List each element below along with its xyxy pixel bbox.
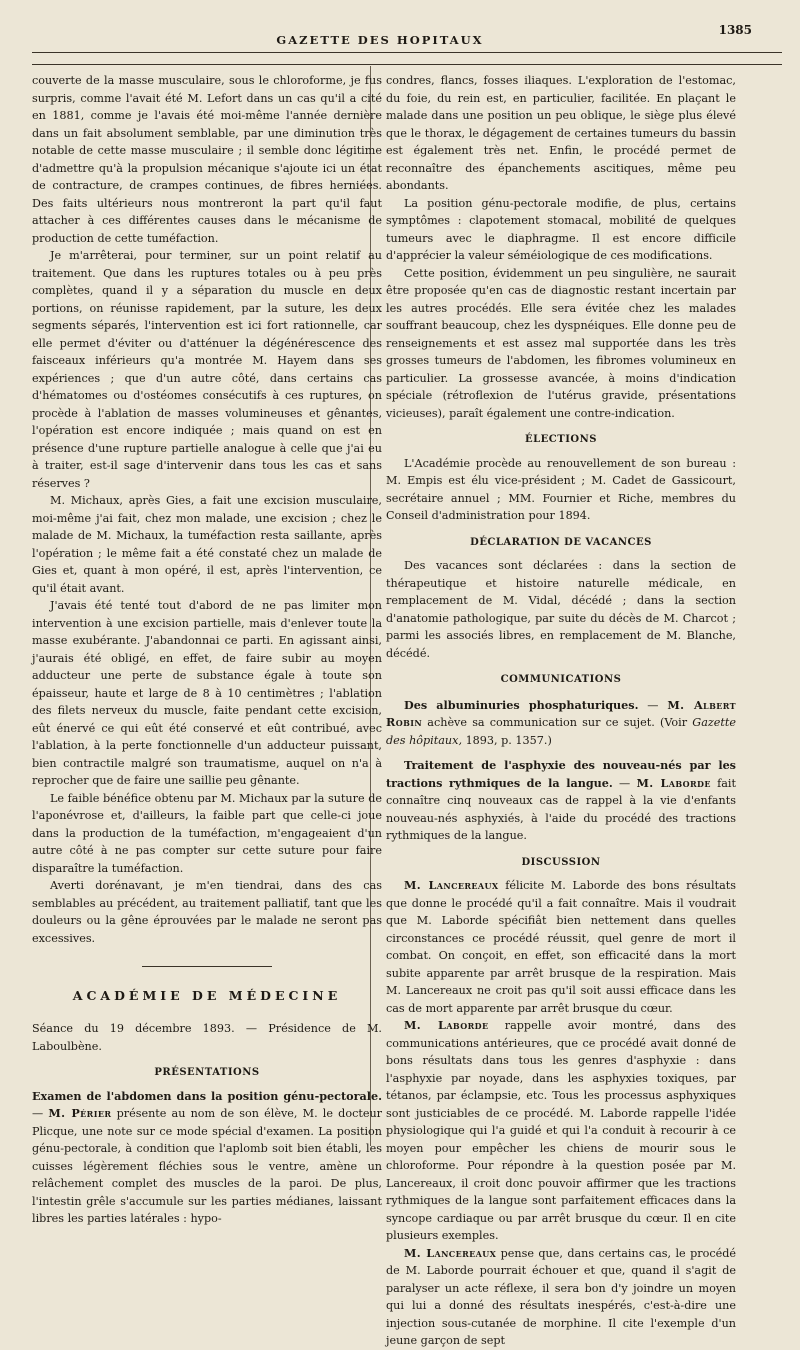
paragraph: La position génu-pectorale modifie, de plus, certains symptômes : clapotement stomacal, mobilité de quelques tumeurs avec le diaphragme. Il est encore difficile d'apprécier la valeur séméiologique de ces modifications. bbox=[386, 196, 736, 262]
communication-title: Traitement de l'asphyxie des nouveau-nés par les tractions rythmiques de la langue. bbox=[386, 758, 736, 790]
exam-text: présente au nom de son élève, M. le docteur Plicque, une note sur ce mode spécial d'examen. La position génu-pectorale, à condition que l'aplomb soit bien établi, les cuisses légèrement fléchies sous le ventre, amène un relâchement complet des muscles de la paroi. De plus, l'intestin grêle s'accumule sur les parties médianes, laissant libres les parties latérales : hypo- bbox=[32, 1107, 382, 1225]
section-title-academie: ACADÉMIE DE MÉDECINE bbox=[72, 987, 342, 1003]
exam-paragraph: Examen de l'abdomen dans la position génu-pectorale. — M. Périer présente au nom de son élève, M. le docteur Plicque, une note sur ce mode spécial d'examen. La position génu-pectorale, à condition que l'aplomb soit bien établi, les cuisses légèrement fléchies sous le ventre, amène un relâchement complet des muscles de la paroi. De plus, l'intestin grêle s'accumule sur les parties médianes, laissant libres les parties latérales : hypo- bbox=[32, 1088, 382, 1225]
paragraph: couverte de la masse musculaire, sous le chloroforme, je fus surpris, comme l'avait été M. Lefort dans un cas qu'il a cité en 1881, comme je l'avais été moi-même l'année dernière dans un fait absolument semblable, par une diminution très notable de cette masse musculaire ; il semble donc légitime d'admettre qu'à la propulsion mécanique s'ajoute ici un état de contracture, de crampes continues, de fibres herniées. Des faits ultérieurs nous montreront la part qu'il faut attacher à ces différentes causes dans le mécanisme de production de cette tuméfaction. bbox=[32, 74, 382, 245]
communication-text: fait connaître cinq nouveaux cas de rappel à la vie d'enfants nouveau-nés asphyxiés, à l'aide du procédé des tractions rythmiques de la langue. bbox=[386, 776, 737, 842]
header-rule-bottom bbox=[32, 64, 782, 65]
discussion-paragraph bbox=[386, 877, 736, 1017]
right-column bbox=[386, 72, 736, 1350]
reference-page: 1893, p. 1357.) bbox=[465, 733, 552, 747]
speaker-name: M. Lancereaux bbox=[404, 878, 499, 892]
exam-title: Examen de l'abdomen dans la position génu-pectorale. bbox=[32, 1088, 382, 1103]
paragraph: J'avais été tenté tout d'abord de ne pas limiter mon intervention à une excision partielle, mais d'enlever toute la masse exubérante. J'abandonnai ce parti. En agissant ainsi, j'aurais été obligé, en effet, de faire subir au moyen adducteur une perte de substance égale à toute son épaisseur, haute et large de 8 à 10 centimètres ; l'ablation des filets nerveux du muscle, faite pendant cette excision, eût énervé ce qui eût été conservé et eût contribué, avec l'ablation, à la perte fonctionnelle d'un adducteur puissant, bien contractile malgré son traumatisme, auquel on n'a à reprocher que de faire une saillie peu gênante. bbox=[32, 599, 382, 787]
journal-reference: Gazette des hôpitaux, bbox=[386, 716, 736, 747]
heading-communications: COMMUNICATIONS bbox=[500, 674, 622, 685]
discussion-paragraph bbox=[386, 1245, 736, 1350]
heading-presentations: PRÉSENTATIONS bbox=[154, 1067, 260, 1078]
discussion-text: rappelle avoir montré, dans des communications antérieures, que ce procédé avait donné de bons résultats dans tous les genres d'asphyxie : dans l'asphyxie par noyade, dans les asphyxies toxiques, par tétanos, par éclampsie, etc. Tous les processus asphyxiques sont justiciables de ce procédé. M. Laborde rappelle l'idée physiologique qui l'a guidé et qui l'a conduit à recourir à ce moyen pour empêcher les chiens de mourir sous le chloroforme. Pour répondre à la question posée par M. Lancereaux, il croit donc pouvoir affirmer que les tractions rythmiques de la langue sont parfaitement efficaces dans la syncope cardiaque ou par arrêt brusque du cœur. Il en cite plusieurs exemples. bbox=[386, 1019, 736, 1242]
discussion-text: félicite M. Laborde des bons résultats que donne le procédé qu'il a fait connaître. Mais il voudrait que M. Laborde spécifiât bien nettement dans quelles circonstances ce procédé réussit, quel genre de mort il combat. On conçoit, en effet, son efficacité dans la mort subite apparente par arrêt brusque de la respiration. Mais M. Lancereaux ne croit pas qu'il soit aussi efficace dans les cas de mort apparente par arrêt brusque du cœur. bbox=[386, 879, 736, 1015]
communication-1: Des albuminuries phosphaturiques. — M. Albert Robin achève sa communication sur ce sujet. (Voir Gazette des hôpitaux, 1893, p. 1357.) bbox=[386, 697, 736, 747]
paragraph: condres, flancs, fosses iliaques. L'exploration de l'estomac, du foie, du rein est, en particulier, facilitée. En plaçant le malade dans une position un peu oblique, le siège plus élevé que le thorax, le dégagement de certaines tumeurs du bassin est également très net. Enfin, le procédé permet de reconnaître des épanchements ascitiques, même peu abondants. bbox=[386, 74, 736, 192]
speaker-name: M. Périer bbox=[48, 1106, 112, 1120]
heading-vacances: DÉCLARATION DE VACANCES bbox=[470, 536, 652, 548]
communication-2: Traitement de l'asphyxie des nouveau-nés par les tractions rythmiques de la langue. — M. Laborde fait connaître cinq nouveaux cas de rappel à la vie d'enfants nouveau-nés asphyxiés, à l'aide du procédé des tractions rythmiques de la langue. bbox=[386, 758, 737, 842]
speaker-name: M. Laborde bbox=[404, 1018, 489, 1032]
paragraph: Des vacances sont déclarées : dans la section de thérapeutique et histoire naturelle médicale, en remplacement de M. Vidal, décédé ; dans la section d'anatomie pathologique, par suite du décès de M. Charcot ; parmi les associés libres, en remplacement de M. Blanche, décédé. bbox=[386, 559, 736, 660]
speaker-name: M. Lancereaux bbox=[404, 1245, 497, 1260]
heading-discussion: DISCUSSION bbox=[521, 856, 601, 868]
communication-text: achève sa communication sur ce sujet. (Voir bbox=[427, 716, 688, 729]
heading-elections: ÉLECTIONS bbox=[525, 434, 597, 445]
left-column bbox=[32, 72, 382, 1228]
paragraph: Averti dorénavant, je m'en tiendrai, dans des cas semblables au précédent, au traitement palliatif, tant que les douleurs ou la gêne éprouvées par le malade ne seront pas excessives. bbox=[32, 879, 382, 945]
paragraph: L'Académie procède au renouvellement de son bureau : M. Empis est élu vice-président ; M. Cadet de Gassicourt, secrétaire annuel ; MM. Fournier et Riche, membres du Conseil d'administration pour 1894. bbox=[386, 456, 736, 522]
paragraph: M. Michaux, après Gies, a fait une excision musculaire, moi-même j'ai fait, chez mon malade, une excision ; chez le malade de M. Michaux, la tuméfaction resta saillante, après l'opération ; le même fait a été constaté chez un malade de Gies et, quant à mon opéré, il est, après l'intervention, ce qu'il était avant. bbox=[32, 494, 382, 595]
speaker-name: M. Albert Robin bbox=[386, 697, 736, 729]
page-number: 1385 bbox=[718, 23, 752, 37]
speaker-name: M. Laborde bbox=[636, 775, 711, 790]
ornamental-rule bbox=[32, 957, 382, 975]
discussion-paragraph bbox=[386, 1017, 736, 1245]
paragraph: Cette position, évidemment un peu singulière, ne saurait être proposée qu'en cas de diagnostic restant incertain par les autres procédés. Elle sera évitée chez les malades souffrant beaucoup, chez les dyspnéiques. Elle donne peu de renseignements et est assez mal supportée dans les très grosses tumeurs de l'abdomen, les fibromes volumineux en particulier. La grossesse avancée, à moins d'indication spéciale (rétroflexion de l'utérus gravide, présentations vicieuses), paraît également une contre-indication. bbox=[386, 266, 736, 420]
paragraph: Je m'arrêterai, pour terminer, sur un point relatif au traitement. Que dans les ruptures totales ou à peu près complètes, quand il y a séparation du muscle en deux portions, on réunisse rapidement, par la suture, les deux segments séparés, l'intervention est ici fort rationnelle, car elle permet d'éviter ou d'atténuer la dégénérescence des faisceaux inférieurs qu'a montrée M. Hayem dans ses expériences ; que d'un autre côté, dans certains cas d'hématomes ou d'ostéomes consécutifs à ces ruptures, on procède à l'ablation de masses volumineuses et gênantes, l'opération est encore indiquée ; mais quand on est en présence d'une rupture partielle analogue à celle que j'ai eu à traiter, est-il sage d'intervenir dans tous les cas et sans réserves ? bbox=[32, 249, 382, 490]
communication-title: Des albuminuries phosphaturiques. bbox=[404, 697, 639, 712]
discussion-text: pense que, dans certains cas, le procédé de M. Laborde pourrait échouer et que, quand il s'agit de paralyser un acte réflexe, il sera bon d'y joindre un moyen qui lui a donné des résultats inespérés, c'est-à-dire une injection sous-cutanée de morphine. Il cite l'exemple d'un jeune garçon de sept bbox=[386, 1246, 736, 1347]
paragraph: Le faible bénéfice obtenu par M. Michaux par la suture de l'aponévrose et, d'ailleurs, la faible part que celle-ci joue dans la production de la tuméfaction, m'engageaient d'un autre côté à ne pas compter sur cette suture pour faire disparaître la tuméfaction. bbox=[32, 791, 382, 875]
seance-line: Séance du 19 décembre 1893. — Présidence de M. Laboulbène. bbox=[32, 1022, 382, 1053]
header-rule-top bbox=[32, 52, 782, 53]
running-head: GAZETTE DES HOPITAUX bbox=[276, 33, 484, 47]
